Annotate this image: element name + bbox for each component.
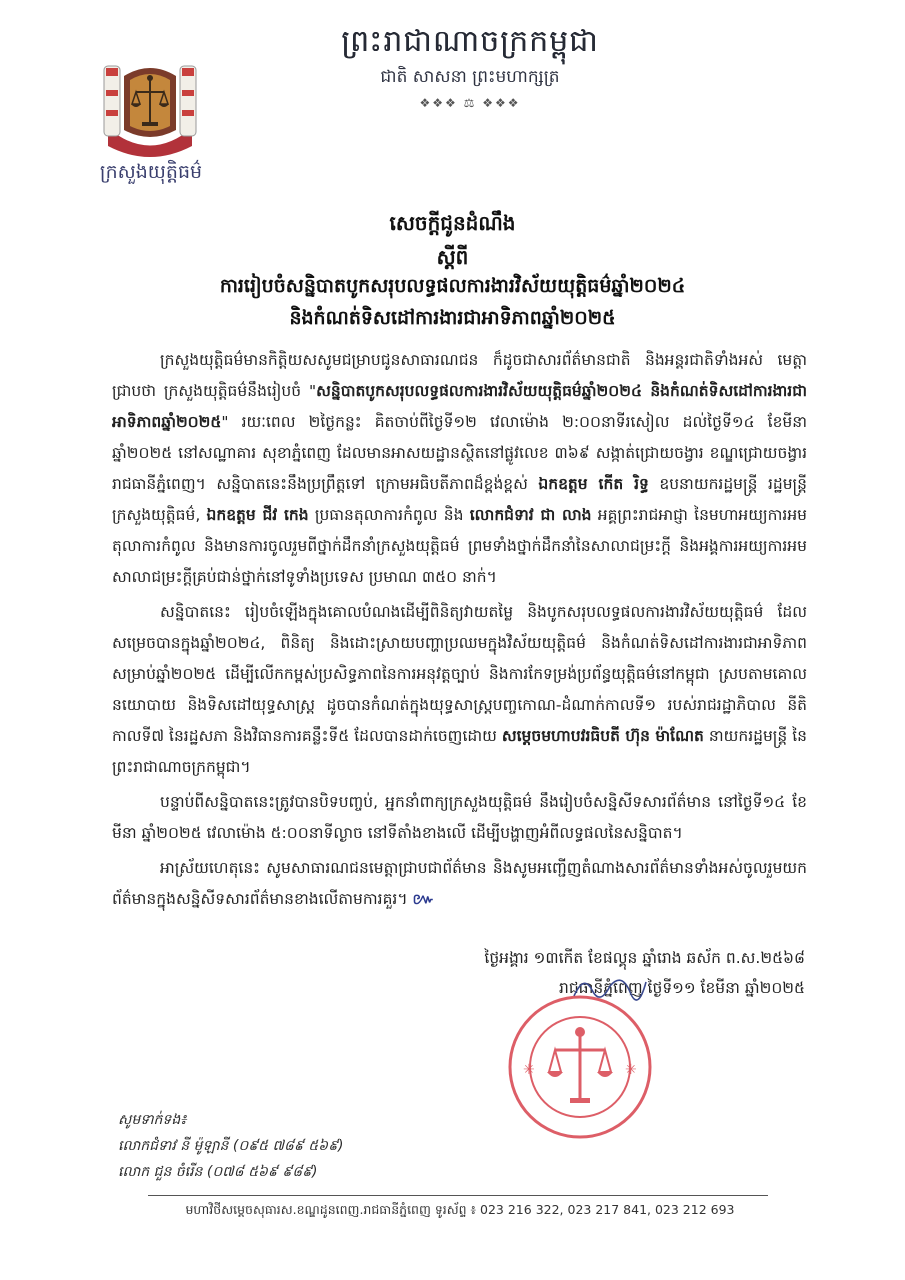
official-name-1: ឯកឧត្តម កើត រិទ្ធ (538, 475, 649, 493)
svg-text:✳: ✳ (523, 1062, 535, 1078)
svg-text:✳: ✳ (625, 1062, 637, 1078)
kingdom-heading: ព្រះរាជាណាចក្រកម្ពុជា (341, 24, 599, 59)
contact-heading: សូមទាក់ទង៖ (118, 1112, 187, 1128)
lunar-date: ថ្ងៃអង្គារ ១៣កើត ខែផល្គុន ឆ្នាំរោង ឆស័ក ព.ស.២៥៦៨ (484, 949, 805, 967)
document-title: សេចក្តីជូនដំណឹង (389, 211, 516, 235)
contact-person-2: លោក ជួន ចំរើន (០៧៨ ៥៦៩ ៩៨៩) (118, 1164, 318, 1180)
official-seal-icon (505, 992, 655, 1142)
ministry-name: ក្រសួងយុត្តិធម៌ (99, 161, 203, 183)
subject-line-1: ការរៀបចំសន្និបាតបូកសរុបលទ្ធផលការងារវិស័យយុត្តិធម៌ឆ្នាំ២០២៤ (219, 275, 686, 297)
end-mark: ៚ (412, 890, 435, 908)
paragraph-2: សន្និបាតនេះ រៀបចំឡើងក្នុងគោលបំណងដើម្បីពិនិត្យវាយតម្លៃ និងបូកសរុបលទ្ធផលការងារវិស័យយុត្តិធម៌ ដែលសម្រេចបានក្នុងឆ្នាំ២០២៤, ពិនិត្យ និងដោះស្រាយបញ្ហាប្រឈមក្នុងវិស័យយុត្តិធម៌ និងកំណត់ទិសដៅការងារជាអាទិភាពសម្រាប់ឆ្នាំ២០២៥ ដើម្បីលើកកម្ពស់ប្រសិទ្ធភាពនៃការអនុវត្តច្បាប់ និងការកែទម្រង់ប្រព័ន្ធយុត្តិធម៌នៅកម្ពុជា ស្របតាមគោលនយោបាយ និងទិសដៅយុទ្ធសាស្ត្រ ដូចបានកំណត់ក្នុងយុទ្ធសាស្ត្របញ្ចកោណ-ដំណាក់កាលទី១ របស់រាជរដ្ឋាភិបាល នីតិកាលទី៧ នៃរដ្ឋសភា និងវិធានការគន្លឹះទី៥ ដែលបានដាក់ចេញដោយ សម្តេចមហាបវរធិបតី ហ៊ុន ម៉ាណែត នាយករដ្ឋមន្ត្រី នៃព្រះរាជាណាចក្រកម្ពុជា។ (112, 603, 807, 776)
official-name-3: លោកជំទាវ ជា លាង (469, 506, 592, 524)
footer-divider (148, 1195, 768, 1196)
national-motto: ជាតិ សាសនា ព្រះមហាក្សត្រ (380, 67, 560, 87)
announcement-body (112, 345, 807, 919)
footer-address: មហាវិថីសម្តេចសុធារស.ខណ្ឌដូនពេញ.រាជធានីភ្នំពេញ ទូរស័ព្ទ ៖ 023 216 322, 023 217 841, 023 212 693 (185, 1202, 735, 1217)
contact-block (118, 1107, 478, 1185)
contact-person-1: លោកជំទាវ នី ម៉ូឡានី (០៩៥ ៧៨៩ ៥៦៩) (118, 1138, 344, 1154)
document-subtitle: ស្តីពី (436, 245, 469, 269)
paragraph-3: បន្ទាប់ពីសន្និបាតនេះត្រូវបានបិទបញ្ចប់, អ្នកនាំពាក្យក្រសួងយុត្តិធម៌ នឹងរៀបចំសន្និសីទសារព័ត៌មាន នៅថ្ងៃទី១៤ ខែមីនា ឆ្នាំ២០២៥ វេលាម៉ោង ៥:០០នាទីល្ងាច នៅទីតាំងខាងលើ ដើម្បីបង្ហាញអំពីលទ្ធផលនៃសន្និបាត។ (112, 793, 807, 842)
event-name: សន្និបាតបូកសរុបលទ្ធផលការងារវិស័យយុត្តិធម៌ឆ្នាំ២០២៤ និងកំណត់ទិសដៅការងារជាអាទិភាពឆ្នាំ២០២៥ (112, 382, 807, 431)
prime-minister-name: សម្តេចមហាបវរធិបតី ហ៊ុន ម៉ាណែត (501, 727, 704, 745)
subject-line-2: និងកំណត់ទិសដៅការងារជាអាទិភាពឆ្នាំ២០២៥ (289, 307, 616, 329)
official-name-2: ឯកឧត្តម ជីវ កេង (206, 506, 309, 524)
paragraph-4: អាស្រ័យហេតុនេះ សូមសាធារណជនមេត្តាជ្រាបជាព័ត៌មាន និងសូមអញ្ជើញតំណាងសារព័ត៌មានទាំងអស់ចូលរួមយកព័ត៌មានក្នុងសន្និសីទសារព័ត៌មានខាងលើតាមការគួរ។ ៚ (112, 859, 807, 908)
ministry-emblem-icon (98, 58, 202, 158)
place-date: រាជធានីភ្នំពេញ ថ្ងៃទី១១ ខែមីនា ឆ្នាំ២០២៥ (559, 979, 805, 997)
paragraph-1: ក្រសួងយុត្តិធម៌មានកិត្តិយសសូមជម្រាបជូនសាធារណជន ក៏ដូចជាសារព័ត៌មានជាតិ និងអន្តរជាតិទាំងអស់ មេត្តាជ្រាបថា ក្រសួងយុត្តិធម៌នឹងរៀបចំ "សន្និបាតបូកសរុបលទ្ធផលការងារវិស័យយុត្តិធម៌ឆ្នាំ២០២៤ និងកំណត់ទិសដៅការងារជាអាទិភាពឆ្នាំ២០២៥" រយៈពេល ២ថ្ងៃកន្លះ គិតចាប់ពីថ្ងៃទី១២ វេលាម៉ោង ២:០០នាទីរសៀល ដល់ថ្ងៃទី១៤ ខែមីនា ឆ្នាំ២០២៥ នៅសណ្ឋាគារ សុខាភ្នំពេញ ដែលមានអាសយដ្ឋានស្ថិតនៅផ្លូវលេខ ៣៦៩ សង្កាត់ជ្រោយចង្វារ ខណ្ឌជ្រោយចង្វារ រាជធានីភ្នំពេញ។ សន្និបាតនេះនឹងប្រព្រឹត្តទៅ ក្រោមអធិបតីភាពដ៏ខ្ពង់ខ្ពស់ ឯកឧត្តម កើត រិទ្ធ ឧបនាយករដ្ឋមន្ត្រី រដ្ឋមន្ត្រីក្រសួងយុត្តិធម៌, ឯកឧត្តម ជីវ កេង ប្រធានតុលាការកំពូល និង លោកជំទាវ ជា លាង អគ្គព្រះរាជអាជ្ញា នៃមហាអយ្យការអមតុលាការកំពូល និងមានការចូលរួមពីថ្នាក់ដឹកនាំក្រសួងយុត្តិធម៌ ព្រមទាំងថ្នាក់ដឹកនាំនៃសាលាជម្រះក្តី និងអង្គការអយ្យការអមសាលាជម្រះក្តីគ្រប់ជាន់ថ្នាក់នៅទូទាំងប្រទេស ប្រមាណ ៣៥០ នាក់។ (112, 351, 808, 586)
header-ornament: ❖❖❖ ⚖ ❖❖❖ (419, 96, 521, 110)
